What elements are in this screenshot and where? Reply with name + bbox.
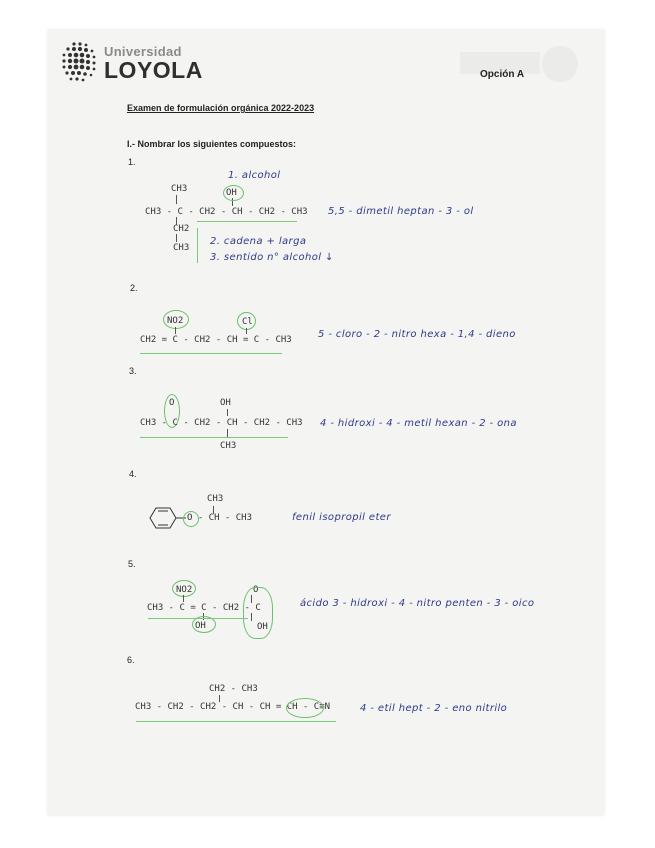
highlight-circle <box>243 587 273 639</box>
formula-substituent: NO2 <box>176 585 193 595</box>
university-label: Universidad <box>104 44 182 59</box>
formula-substituent: CH3 <box>173 243 190 253</box>
answer-text: 5 - cloro - 2 - nitro hexa - 1,4 - dieno <box>318 329 516 340</box>
formula-substituent: OH <box>220 398 231 408</box>
highlight-circle <box>183 511 199 527</box>
formula-substituent: Cl <box>242 317 253 327</box>
answer-text: fenil isopropil eter <box>292 512 391 523</box>
formula-substituent: O <box>169 398 175 408</box>
answer-text: 4 - etil hept - 2 - eno nitrilo <box>360 703 508 714</box>
highlight-circle <box>172 580 196 597</box>
highlight-circle <box>286 698 324 718</box>
formula-substituent: OH <box>195 621 206 631</box>
university-name: LOYOLA <box>104 57 203 83</box>
handwritten-note: 1. alcohol <box>228 170 281 181</box>
answer-text: ácido 3 - hidroxi - 4 - nitro penten - 3 - oico <box>300 598 535 609</box>
answer-text: 5,5 - dimetil heptan - 3 - ol <box>328 206 474 217</box>
question-number: 6. <box>127 655 135 665</box>
question-number: 3. <box>129 366 137 376</box>
bond-line <box>183 595 184 602</box>
exam-option: Opción A <box>480 69 525 80</box>
formula-main-chain: CH3 - C - CH2 - CH - CH2 - CH3 <box>145 207 308 217</box>
handwritten-note: 3. sentido n° alcohol ↓ <box>210 252 334 263</box>
question-number: 5. <box>128 559 136 569</box>
formula-substituent: CH3 <box>207 494 224 504</box>
main-chain-underline <box>136 721 336 722</box>
formula-main-chain: CH3 - CH2 - CH2 - CH - CH = CH - C≡N <box>135 702 331 712</box>
formula-main-chain: O - CH - CH3 <box>187 513 253 523</box>
formula-hydroxyl: OH <box>226 188 237 198</box>
exam-title: Examen de formulación orgánica 2022-2023 <box>127 103 315 113</box>
question-number: 4. <box>129 469 137 479</box>
formula-substituent: CH2 - CH3 <box>209 684 258 694</box>
question-number: 2. <box>130 283 138 293</box>
section-title: I.- Nombrar los siguientes compuestos: <box>127 139 297 149</box>
main-chain-underline <box>148 618 248 619</box>
formula-substituent: NO2 <box>167 316 184 326</box>
formula-substituent: CH3 <box>220 441 237 451</box>
question-number: 1. <box>128 157 136 167</box>
answer-text: 4 - hidroxi - 4 - metil hexan - 2 - ona <box>320 418 517 429</box>
formula-substituent: O <box>253 585 259 595</box>
handwritten-note: 2. cadena + larga <box>210 236 307 247</box>
formula-substituent: CH3 <box>171 184 188 194</box>
formula-main-chain: CH3 - C - CH2 - CH - CH2 - CH3 <box>140 418 303 428</box>
formula-main-chain: CH2 = C - CH2 - CH = C - CH3 <box>140 335 292 345</box>
formula-substituent: OH <box>257 622 268 632</box>
formula-substituent: CH2 <box>173 224 190 234</box>
bond-line <box>219 695 220 702</box>
formula-main-chain: CH3 - C = C - CH2 - C <box>147 603 261 613</box>
